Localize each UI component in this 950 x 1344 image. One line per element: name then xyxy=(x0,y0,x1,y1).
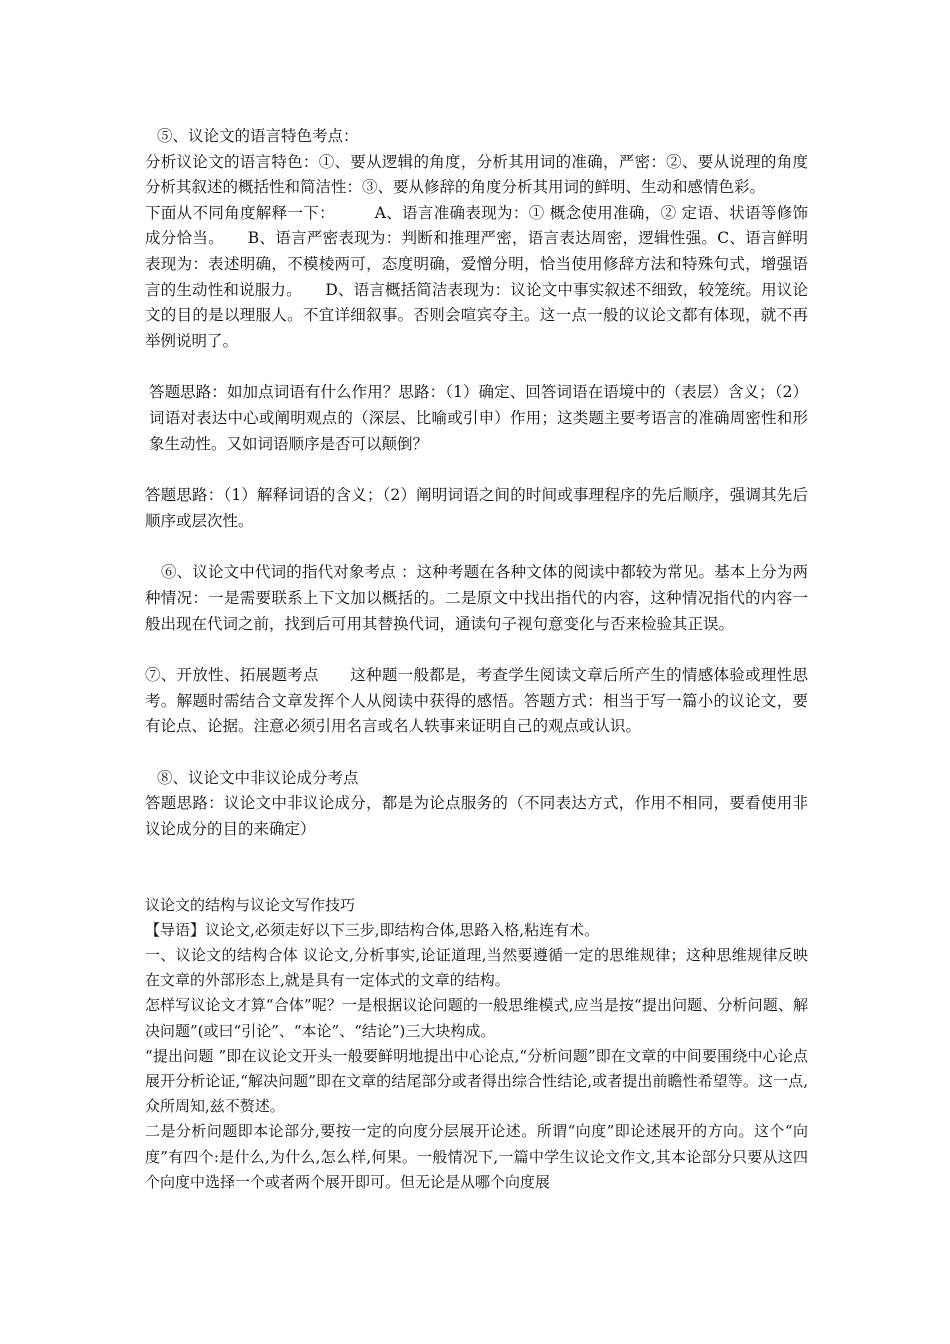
section8-paragraph: 答题思路：议论文中非议论成分，都是为论点服务的（不同表达方式，作用不相同，要看使用非议论成分的目的来确定） xyxy=(145,794,808,839)
structure-intro: 【导语】议论文,必须走好以下三步,即结构合体,思路入格,粘连有术。 xyxy=(145,920,600,939)
section7-paragraph: ⑦、开放性、拓展题考点 这种题一般都是，考查学生阅读文章后所产生的情感体验或理性思考。解题时需结合文章发挥个人从阅读中获得的感悟。答题方式：相当于写一篇小的议论文，要有论点、论据。注意必须引用名言或名人轶事来证明自己的观点或认识。 xyxy=(145,666,808,736)
structure-paragraph-4: 二是分析问题即本论部分,要按一定的向度分层展开论述。所谓“向度”即论述展开的方向。这个“向度”有四个:是什么,为什么,怎么样,何果。一般情况下,一篇中学生议论文作文,其本论部分只要从这四个向度中选择一个或者两个展开即可。但无论是从哪个向度展 xyxy=(145,1122,808,1191)
spacer xyxy=(145,637,808,663)
structure-paragraph-3: “提出问题 ”即在议论文开头一般要鲜明地提出中心论点,“分析问题”即在文章的中间要围绕中心论点展开分析论证,“解决问题”即在文章的结尾部分或者得出综合性结论,或者提出前瞻性希望等。这一点,众所周知,兹不赘述。 xyxy=(145,1046,808,1116)
document-page xyxy=(145,124,808,1195)
section5-answer-1: 答题思路：如加点词语有什么作用？思路：（1）确定、回答词语在语境中的（表层）含义；（2）词语对表达中心或阐明观点的（深层、比喻或引申）作用；这类题主要考语言的准确周密性和形象生动性。又如词语顺序是否可以颠倒？ xyxy=(149,383,808,453)
section8-heading: ⑧、议论文中非议论成分考点 xyxy=(157,768,359,787)
section5-answer-2: 答题思路：（1）解释词语的含义；（2）阐明词语之间的时间或事理程序的先后顺序，强调其先后顺序或层次性。 xyxy=(145,486,808,530)
spacer xyxy=(145,740,808,766)
structure-paragraph-1: 一、议论文的结构合体 议论文,分析事实,论证道理,当然要遵循一定的思维规律；这种思维规律反映在文章的外部形态上,就是具有一定体式的文章的结构。 xyxy=(145,946,808,990)
spacer xyxy=(145,457,808,483)
section5-heading: ⑤、议论文的语言特色考点： xyxy=(157,127,359,145)
section5-paragraph-2: 下面从不同角度解释一下： A、语言准确表现为：① 概念使用准确，② 定语、状语等修饰成分恰当。 B、语言严密表现为：判断和推理严密，语言表达周密，逻辑性强。C、语言鲜明表现为：表述明确，不模棱两可，态度明确，爱憎分明，恰当使用修辞方法和特殊句式，增强语言的生动性和说服力。 D、语言概括简洁表现为：议论文中事实叙述不细致，较笼统。用议论文的目的是以理服人。不宜详细叙事。否则会喧宾夺主。这一点一般的议论文都有体现，就不再举例说明了。 xyxy=(145,203,808,350)
spacer xyxy=(145,843,808,893)
spacer xyxy=(145,534,808,560)
spacer xyxy=(145,354,808,380)
section6-paragraph: ⑥、议论文中代词的指代对象考点 ：这种考题在各种文体的阅读中都较为常见。基本上分为两种情况：一是需要联系上下文加以概括的。二是原文中找出指代的内容，这种情况指代的内容一般出现在代词之前，找到后可用其替换代词，通读句子视句意变化与否来检验其正误。 xyxy=(145,563,808,633)
structure-title: 议论文的结构与议论文写作技巧 xyxy=(145,895,356,914)
section5-paragraph-1: 分析议论文的语言特色：①、要从逻辑的角度，分析其用词的准确，严密：②、要从说理的角度分析其叙述的概括性和简洁性：③、要从修辞的角度分析其用词的鲜明、生动和感情色彩。 xyxy=(145,152,808,197)
structure-section xyxy=(145,893,808,1195)
structure-paragraph-2: 怎样写议论文才算“合体”呢？一是根据议论问题的一般思维模式,应当是按“提出问题、分析问题、解决问题”(或曰“引论”、“本论”、“结论”)三大块构成。 xyxy=(145,996,808,1040)
